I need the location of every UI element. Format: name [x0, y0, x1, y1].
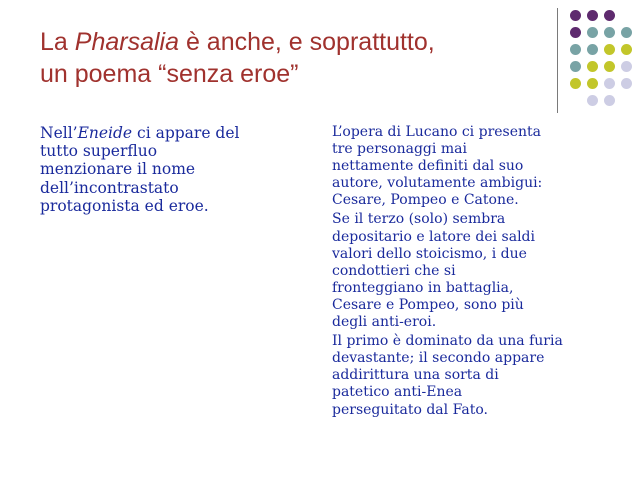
decorative-dot: [604, 10, 615, 21]
text-line: Cesare, Pompeo e Catone.: [332, 192, 519, 209]
text-line: fronteggiano in battaglia,: [332, 279, 514, 296]
decorative-dot: [587, 61, 598, 72]
text-line: tutto superfluo: [40, 142, 158, 161]
decorative-dot: [621, 27, 632, 38]
decorative-dot: [621, 61, 632, 72]
text-span: ci appare del: [132, 124, 240, 142]
text-line: valori dello stoicismo, i due: [332, 245, 527, 262]
text-span: Nell’: [40, 124, 78, 142]
right-paragraph-2: [332, 211, 612, 331]
decorative-dot: [587, 44, 598, 55]
decorative-dot: [570, 78, 581, 89]
text-line: degli anti-eroi.: [332, 314, 437, 331]
text-line: tre personaggi mai: [332, 141, 467, 158]
text-line: Se il terzo (solo) sembra: [332, 211, 506, 228]
decorative-dot: [587, 95, 598, 106]
decorative-dot: [621, 78, 632, 89]
text-line: [40, 124, 302, 142]
decorative-dot: [604, 61, 615, 72]
text-line: patetico anti-Enea: [332, 384, 463, 401]
left-paragraph: [40, 124, 302, 215]
decorative-dot: [587, 10, 598, 21]
right-paragraph-3: [332, 333, 612, 418]
text-line: depositario e latore dei saldi: [332, 228, 535, 245]
title-suffix: è anche, e soprattutto,: [179, 28, 435, 56]
text-line: dell’incontrastato: [40, 178, 179, 197]
title-line-2: un poema “senza eroe”: [40, 60, 299, 88]
decorative-dot: [570, 44, 581, 55]
text-line: menzionare il nome: [40, 160, 196, 179]
decorative-dot: [570, 27, 581, 38]
decorative-dot: [604, 27, 615, 38]
decorative-dot: [604, 44, 615, 55]
right-column: [332, 124, 612, 421]
text-line: perseguitato dal Fato.: [332, 401, 488, 418]
text-line: condottieri che si: [332, 262, 456, 279]
decorative-divider: [557, 8, 558, 113]
decorative-dot: [570, 10, 581, 21]
title-line-1: [40, 26, 540, 58]
text-line: addirittura una sorta di: [332, 367, 499, 384]
text-line: L’opera di Lucano ci presenta: [332, 124, 542, 140]
text-line: protagonista ed eroe.: [40, 196, 209, 215]
left-column: [40, 124, 302, 217]
decorative-dot: [621, 44, 632, 55]
decorative-dot: [604, 95, 615, 106]
text-line: Il primo è dominato da una furia: [332, 333, 563, 350]
emphasis-text: Eneide: [77, 124, 133, 142]
text-line: devastante; il secondo appare: [332, 350, 545, 367]
text-line: nettamente definiti dal suo: [332, 158, 524, 175]
decorative-dot: [587, 78, 598, 89]
decorative-dot: [604, 78, 615, 89]
slide-title: [40, 26, 540, 90]
title-emphasis: Pharsalia: [74, 28, 179, 56]
text-line: autore, volutamente ambigui:: [332, 175, 543, 192]
decorative-dot: [587, 27, 598, 38]
right-paragraph-1: [332, 124, 612, 209]
decorative-dot: [570, 61, 581, 72]
title-prefix: La: [40, 28, 75, 56]
text-line: Cesare e Pompeo, sono più: [332, 296, 524, 313]
